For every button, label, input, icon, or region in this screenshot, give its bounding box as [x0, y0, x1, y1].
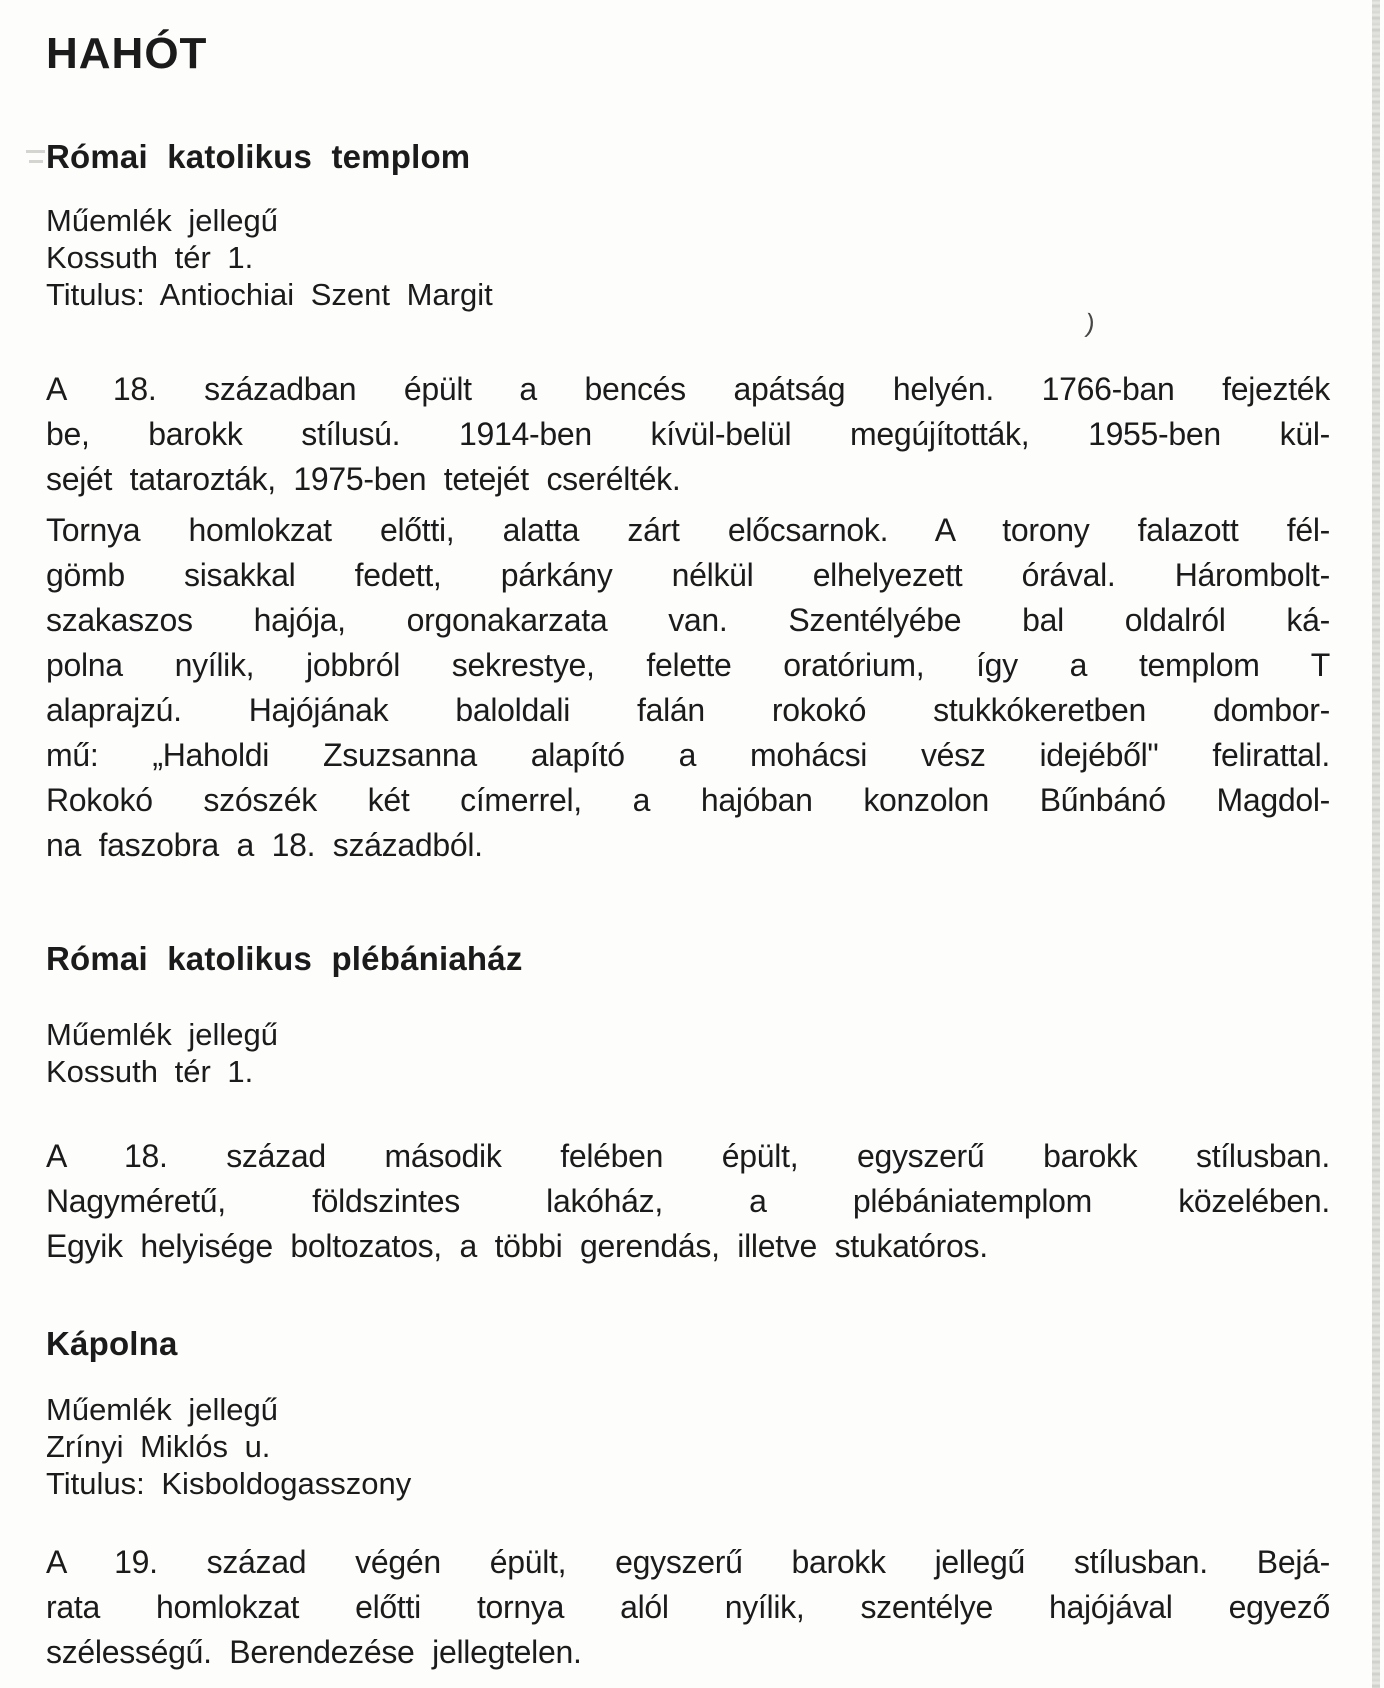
text-line: Tornya homlokzat előtti, alatta zárt előcsarnok. A torony falazott fél- [46, 512, 1330, 548]
meta-line: Titulus: Kisboldogasszony [46, 1466, 412, 1501]
meta-block [46, 1016, 1330, 1090]
text-line: alaprajzú. Hajójának baloldali falán rokokó stukkókeretben dombor- [46, 692, 1330, 728]
section-romai-katolikus-plebaniahaz [46, 940, 1330, 1269]
meta-line: Műemlék jellegű [46, 1392, 278, 1427]
text-line: A 18. században épült a bencés apátság helyén. 1766-ban fejezték [46, 371, 1330, 407]
text-line: polna nyílik, jobbról sekrestye, felette oratórium, így a templom T [46, 647, 1330, 683]
page-content [46, 0, 1330, 1675]
paragraph [46, 367, 1330, 502]
text-line: A 19. század végén épült, egyszerű barokk jellegű stílusban. Bejá- [46, 1544, 1330, 1580]
meta-line: Műemlék jellegű [46, 203, 278, 238]
text-line: Rokokó szószék két címerrel, a hajóban konzolon Bűnbánó Magdol- [46, 782, 1330, 818]
text-line: gömb sisakkal fedett, párkány nélkül elhelyezett órával. Hárombolt- [46, 557, 1330, 593]
text-line: na faszobra a 18. századból. [46, 827, 483, 863]
meta-block [46, 1391, 1330, 1502]
paragraph [46, 508, 1330, 868]
section-heading: Római katolikus templom [46, 138, 471, 175]
text-line: rata homlokzat előtti tornya alól nyílik, szentélye hajójával egyező [46, 1589, 1330, 1625]
meta-block [46, 202, 1330, 313]
paragraph [46, 1540, 1330, 1675]
text-line: sejét tatarozták, 1975-ben tetejét cserélték. [46, 461, 681, 497]
text-line: mű: „Haholdi Zsuzsanna alapító a mohácsi vész idejéből" felirattal. [46, 737, 1330, 773]
section-heading: Kápolna [46, 1325, 178, 1362]
meta-line: Titulus: Antiochiai Szent Margit [46, 277, 493, 312]
meta-line: Műemlék jellegű [46, 1017, 278, 1052]
page-title: HAHÓT [46, 29, 208, 78]
stray-mark: ) [1084, 307, 1097, 339]
text-line: szakaszos hajója, orgonakarzata van. Szentélyébe bal oldalról ká- [46, 602, 1330, 638]
section-kapolna [46, 1325, 1330, 1675]
text-line: A 18. század második felében épült, egyszerű barokk stílusban. [46, 1138, 1330, 1174]
meta-line: Kossuth tér 1. [46, 240, 254, 275]
text-line: be, barokk stílusú. 1914-ben kívül-belül megújították, 1955-ben kül- [46, 416, 1330, 452]
meta-line: Zrínyi Miklós u. [46, 1429, 271, 1464]
section-heading: Római katolikus plébániaház [46, 940, 523, 977]
text-line: Nagyméretű, földszintes lakóház, a plébániatemplom közelében. [46, 1183, 1330, 1219]
text-line: szélességű. Berendezése jellegtelen. [46, 1634, 582, 1670]
section-romai-katolikus-templom [46, 138, 1330, 868]
paragraph [46, 1134, 1330, 1269]
text-line: Egyik helyisége boltozatos, a többi gerendás, illetve stukatóros. [46, 1228, 988, 1264]
scan-smudge [26, 148, 48, 166]
scan-edge-artifact [1372, 0, 1380, 1688]
meta-line: Kossuth tér 1. [46, 1054, 254, 1089]
